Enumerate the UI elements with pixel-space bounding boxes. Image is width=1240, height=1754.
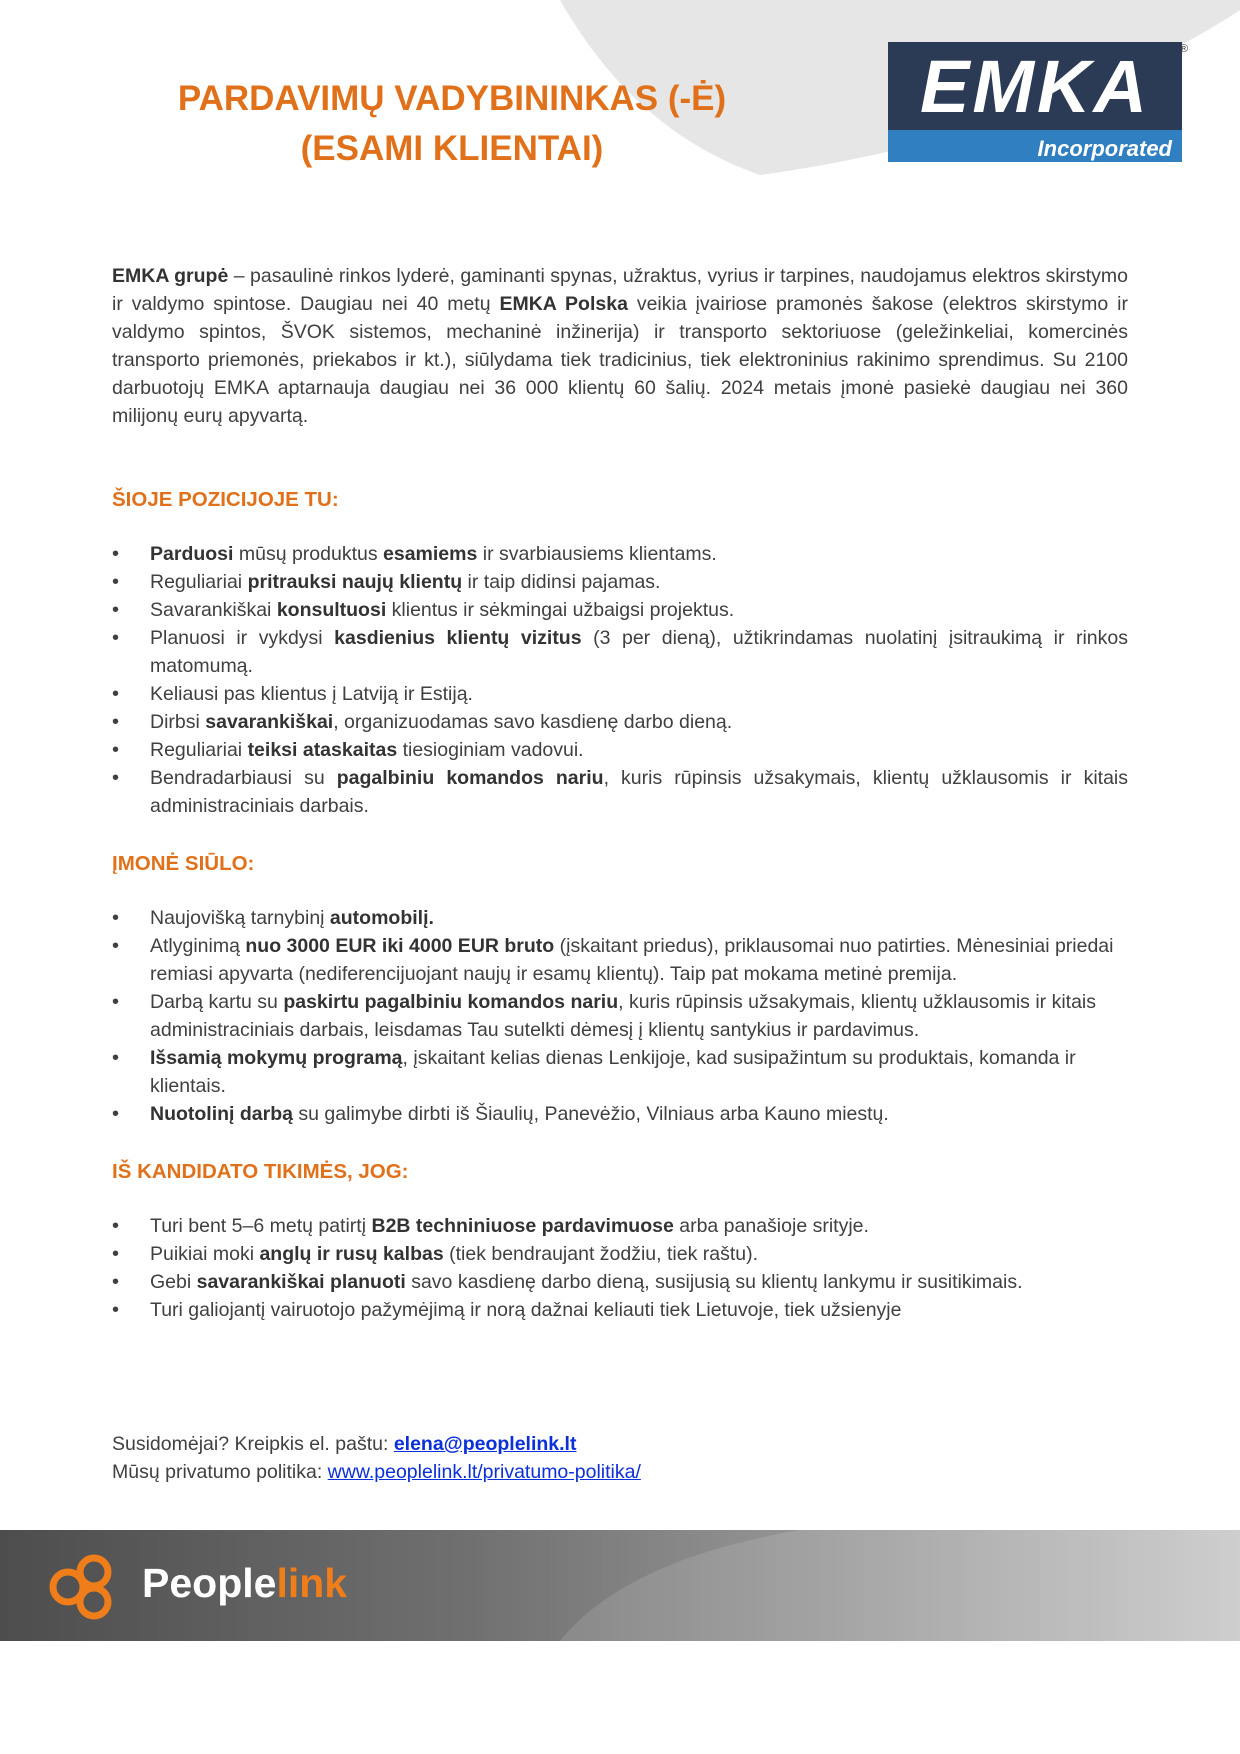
privacy-prefix: Mūsų privatumo politika: bbox=[112, 1461, 328, 1483]
section-heading-expectations: IŠ KANDIDATO TIKIMĖS, JOG: bbox=[112, 1160, 409, 1183]
peoplelink-logo-icon bbox=[46, 1554, 118, 1620]
intro-text-2: veikia įvairiose pramonės šakose (elektros skirstymo ir valdymo spintos, ŠVOK sistemos, mechaninė inžinerija) ir transporto sektoriuose (geležinkeliai, komercinės transporto priemonės, priekabos ir kt.), siūlydama tiek tradicinius, tiek elektroninius rakinimo sprendimus. Su 2100 darbuotojų EMKA aptarnauja daugiau nei 36 000 klientų 60 šalių. 2024 metais įmonė pasiekė daugiau nei 360 milijonų eurų apyvartą. bbox=[112, 293, 1128, 427]
list-item: • Nuotolinį darbą su galimybe dirbti iš Šiaulių, Panevėžio, Vilniaus arba Kauno miestų. bbox=[112, 1100, 1128, 1128]
list-item: • Turi bent 5–6 metų patirtį B2B techniniuose pardavimuose arba panašioje srityje. bbox=[112, 1212, 1128, 1240]
emka-tagline: Incorporated bbox=[1037, 136, 1172, 161]
list-item: • Keliausi pas klientus į Latviją ir Estiją. bbox=[112, 680, 1128, 708]
list-item: • Atlyginimą nuo 3000 EUR iki 4000 EUR bruto (įskaitant priedus), priklausomai nuo patirties. Mėnesiniai priedai remiasi apyvarta (nediferencijuojant naujų ir esamų klientų). Taip pat mokama metinė premija. bbox=[112, 932, 1128, 988]
list-item: • Reguliariai teiksi ataskaitas tiesioginiam vadovui. bbox=[112, 736, 1128, 764]
title-line-2: (ESAMI KLIENTAI) bbox=[300, 129, 604, 168]
section-heading-position: ŠIOJE POZICIJOJE TU: bbox=[112, 488, 339, 511]
intro-text-1: – pasaulinė rinkos lyderė, gaminanti spynas, užraktus, vyrius ir tarpines, naudojamus elektros skirstymo ir valdymo spintose. Daugiau nei 40 metų bbox=[112, 265, 1129, 315]
position-list bbox=[112, 540, 1128, 820]
list-item: • Bendradarbiausi su pagalbiniu komandos nariu, kuris rūpinsis užsakymais, klientų užklausomis ir kitais administraciniais darbais. bbox=[112, 764, 1128, 820]
job-content bbox=[112, 262, 1128, 1324]
apply-line bbox=[112, 1430, 641, 1458]
registered-mark: ® bbox=[1179, 43, 1188, 55]
list-item: • Dirbsi savarankiškai, organizuodamas savo kasdienę darbo dieną. bbox=[112, 708, 1128, 736]
brand-link: link bbox=[276, 1560, 348, 1606]
privacy-line bbox=[112, 1458, 641, 1486]
footer-banner bbox=[0, 1530, 1240, 1641]
list-item: • Reguliariai pritrauksi naujų klientų ir taip didinsi pajamas. bbox=[112, 568, 1128, 596]
contact-block bbox=[112, 1430, 641, 1486]
list-item: • Išsamią mokymų programą, įskaitant kelias dienas Lenkijoje, kad susipažintum su produktais, komanda ir klientais. bbox=[112, 1044, 1128, 1100]
company-intro bbox=[112, 262, 1128, 430]
apply-prefix: Susidomėjai? Kreipkis el. paštu: bbox=[112, 1433, 394, 1455]
intro-company-poland: EMKA Polska bbox=[499, 293, 628, 315]
list-item: • Planuosi ir vykdysi kasdienius klientų vizitus (3 per dieną), užtikrindamas nuolatinį įsitraukimą ir rinkos matomumą. bbox=[112, 624, 1128, 680]
list-item: • Naujovišką tarnybinį automobilį. bbox=[112, 904, 1128, 932]
email-link[interactable]: elena@peoplelink.lt bbox=[393, 1433, 577, 1455]
list-item: • Savarankiškai konsultuosi klientus ir sėkmingai užbaigsi projektus. bbox=[112, 596, 1128, 624]
section-heading-offer: ĮMONĖ SIŪLO: bbox=[112, 852, 255, 875]
brand-people: People bbox=[142, 1560, 277, 1606]
page-title bbox=[112, 74, 792, 174]
list-item: • Turi galiojantį vairuotojo pažymėjimą ir norą dažnai keliauti tiek Lietuvoje, tiek užsienyje bbox=[112, 1296, 1128, 1324]
title-line-1: PARDAVIMŲ VADYBININKAS (-Ė) bbox=[177, 79, 727, 118]
list-item: • Parduosi mūsų produktus esamiems ir svarbiausiems klientams. bbox=[112, 540, 1128, 568]
emka-logo bbox=[888, 40, 1188, 166]
list-item: • Gebi savarankiškai planuoti savo kasdienę darbo dieną, susijusią su klientų lankymu ir susitikimais. bbox=[112, 1268, 1128, 1296]
list-item: • Puikiai moki anglų ir rusų kalbas (tiek bendraujant žodžiu, tiek raštu). bbox=[112, 1240, 1128, 1268]
peoplelink-wordmark bbox=[142, 1558, 347, 1608]
expectations-list bbox=[112, 1212, 1128, 1324]
emka-wordmark: EMKA bbox=[920, 45, 1150, 128]
privacy-policy-link[interactable]: www.peoplelink.lt/privatumo-politika/ bbox=[327, 1461, 641, 1483]
list-item: • Darbą kartu su paskirtu pagalbiniu komandos nariu, kuris rūpinsis užsakymais, klientų užklausomis ir kitais administraciniais darbais, leisdamas Tau sutelkti dėmesį į klientų santykius ir pardavimus. bbox=[112, 988, 1128, 1044]
offer-list bbox=[112, 904, 1128, 1128]
intro-company-name: EMKA grupė bbox=[112, 265, 229, 287]
